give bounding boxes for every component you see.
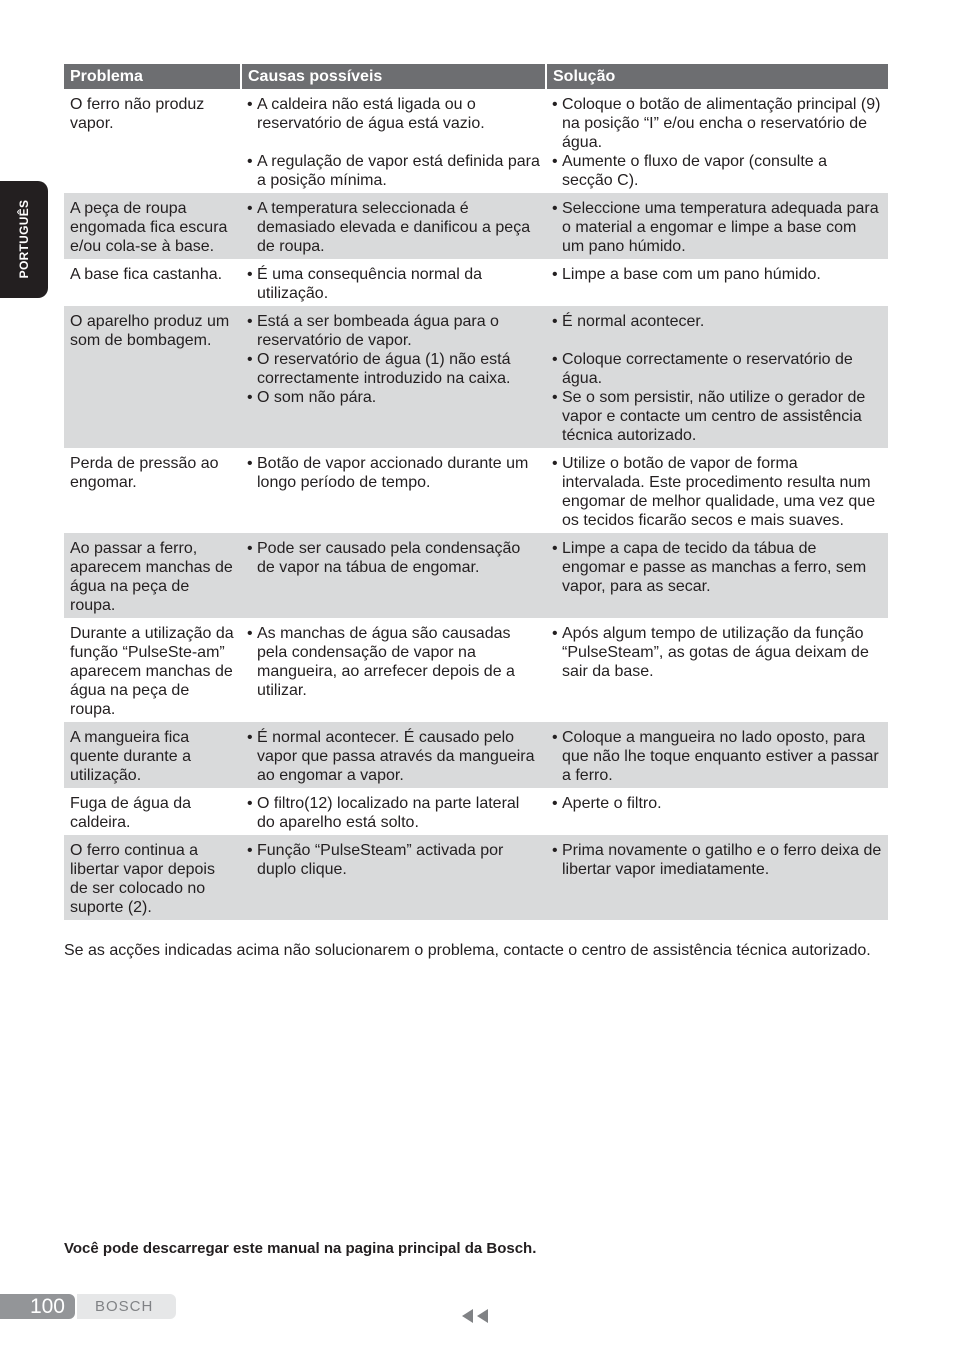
problem-cell: A mangueira fica quente durante a utilização. xyxy=(64,722,241,788)
table-row xyxy=(64,722,888,788)
list-item: • Após algum tempo de utilização da função “PulseSteam”, as gotas de água deixam de sair da base. xyxy=(552,624,882,681)
solution-list xyxy=(552,728,882,785)
solution-list xyxy=(552,312,882,445)
causes-list xyxy=(247,841,540,879)
causes-cell xyxy=(241,89,546,193)
solution-cell xyxy=(546,448,888,533)
solution-list xyxy=(552,794,882,813)
problem-cell: Ao passar a ferro, aparecem manchas de água na peça de roupa. xyxy=(64,533,241,618)
list-item: • É normal acontecer. xyxy=(552,312,882,331)
list-item: • O reservatório de água (1) não está correctamente introduzido na caixa. xyxy=(247,350,540,388)
footnote: Se as acções indicadas acima não solucionarem o problema, contacte o centro de assistência técnica autorizado. xyxy=(64,942,871,959)
list-item: • As manchas de água são causadas pela condensação de vapor na mangueira, ao arrefecer depois de a utilizar. xyxy=(247,624,540,700)
solution-cell xyxy=(546,835,888,920)
causes-list xyxy=(247,728,540,785)
solution-list xyxy=(552,199,882,256)
list-item: • Limpe a base com um pano húmido. xyxy=(552,265,882,284)
solution-cell xyxy=(546,533,888,618)
causes-cell xyxy=(241,722,546,788)
download-note: Você pode descarregar este manual na pagina principal da Bosch. xyxy=(64,1240,537,1257)
list-item: • A caldeira não está ligada ou o reservatório de água está vazio. xyxy=(247,95,540,133)
table-row xyxy=(64,259,888,306)
causes-cell xyxy=(241,788,546,835)
table-row xyxy=(64,89,888,193)
list-item: • Utilize o botão de vapor de forma intervalada. Este procedimento resulta num engomar de melhor qualidade, uma vez que os tecidos ficarão secos e mais suaves. xyxy=(552,454,882,530)
list-item: • Coloque a mangueira no lado oposto, para que não lhe toque enquanto estiver a passar a ferro. xyxy=(552,728,882,785)
causes-cell xyxy=(241,618,546,722)
brand-label: BOSCH xyxy=(77,1294,176,1319)
solution-cell xyxy=(546,89,888,193)
list-item: • Pode ser causado pela condensação de vapor na tábua de engomar. xyxy=(247,539,540,577)
problem-cell: Perda de pressão ao engomar. xyxy=(70,455,219,491)
language-tab-label: PORTUGUÊS xyxy=(17,199,31,279)
table-row xyxy=(64,618,888,722)
list-item: • O filtro(12) localizado na parte lateral do aparelho está solto. xyxy=(247,794,540,832)
causes-list xyxy=(247,95,540,190)
header-problem: Problema xyxy=(64,64,241,89)
problem-cell: Durante a utilização da função “PulseSte-am” aparecem manchas de água na peça de roupa. xyxy=(70,625,234,718)
table-row xyxy=(64,193,888,259)
list-item: • Aperte o filtro. xyxy=(552,794,882,813)
problem-cell: O ferro continua a libertar vapor depois de ser colocado no suporte (2). xyxy=(64,835,241,920)
causes-cell xyxy=(241,533,546,618)
list-item: • O som não pára. xyxy=(247,388,540,407)
causes-cell xyxy=(241,835,546,920)
causes-list xyxy=(247,539,540,577)
solution-list xyxy=(552,539,882,596)
causes-cell xyxy=(241,306,546,448)
causes-list xyxy=(247,794,540,832)
causes-cell xyxy=(241,259,546,306)
list-item: • Aumente o fluxo de vapor (consulte a secção C). xyxy=(552,152,882,190)
problem-cell: A peça de roupa engomada fica escura e/ou cola-se à base. xyxy=(64,193,241,259)
list-item: • Se o som persistir, não utilize o gerador de vapor e contacte um centro de assistência técnica autorizado. xyxy=(552,388,882,445)
causes-list xyxy=(247,265,540,303)
list-item: • A regulação de vapor está definida para a posição mínima. xyxy=(247,152,540,190)
solution-list xyxy=(552,265,882,284)
list-item: • É uma consequência normal da utilização. xyxy=(247,265,540,303)
solution-cell xyxy=(546,618,888,722)
language-tab xyxy=(0,181,48,298)
list-item: • Botão de vapor accionado durante um longo período de tempo. xyxy=(247,454,540,492)
list-item: • Seleccione uma temperatura adequada para o material a engomar e limpe a base com um pano húmido. xyxy=(552,199,882,256)
causes-list xyxy=(247,199,540,256)
solution-cell xyxy=(546,306,888,448)
problem-cell: Fuga de água da caldeira. xyxy=(70,795,191,831)
table-row xyxy=(64,788,888,835)
causes-list xyxy=(247,624,540,700)
header-causes: Causas possíveis xyxy=(241,64,546,89)
solution-cell xyxy=(546,788,888,835)
solution-list xyxy=(552,624,882,681)
list-item: • A temperatura seleccionada é demasiado elevada e danificou a peça de roupa. xyxy=(247,199,540,256)
problem-cell: A base fica castanha. xyxy=(70,266,223,283)
list-item: • Está a ser bombeada água para o reservatório de vapor. xyxy=(247,312,540,350)
solution-list xyxy=(552,95,882,190)
solution-cell xyxy=(546,193,888,259)
solution-cell xyxy=(546,722,888,788)
causes-cell xyxy=(241,448,546,533)
table-row xyxy=(64,533,888,618)
problem-cell: O aparelho produz um som de bombagem. xyxy=(64,306,241,448)
header-solution: Solução xyxy=(546,64,888,89)
list-item: • Coloque o botão de alimentação principal (9) na posição “I” e/ou encha o reservatório de água. xyxy=(552,95,882,152)
list-item: • É normal acontecer. É causado pelo vapor que passa através da mangueira ao engomar a vapor. xyxy=(247,728,540,785)
problem-cell: O ferro não produz vapor. xyxy=(70,96,205,132)
table-row xyxy=(64,448,888,533)
causes-cell xyxy=(241,193,546,259)
list-item: • Limpe a capa de tecido da tábua de engomar e passe as manchas a ferro, sem vapor, para as secar. xyxy=(552,539,882,596)
table-row xyxy=(64,306,888,448)
causes-list xyxy=(247,454,540,492)
list-item: • Função “PulseSteam” activada por duplo clique. xyxy=(247,841,540,879)
table-row xyxy=(64,835,888,920)
troubleshooting-table xyxy=(64,64,888,920)
list-item: • Prima novamente o gatilho e o ferro deixa de libertar vapor imediatamente. xyxy=(552,841,882,879)
solution-cell xyxy=(546,259,888,306)
double-left-arrow-icon[interactable] xyxy=(462,1309,490,1323)
solution-list xyxy=(552,841,882,879)
list-item: • Coloque correctamente o reservatório de água. xyxy=(552,350,882,388)
solution-list xyxy=(552,454,882,530)
causes-list xyxy=(247,312,540,407)
page-number: 100 xyxy=(0,1294,75,1319)
table-header-row xyxy=(64,64,888,89)
